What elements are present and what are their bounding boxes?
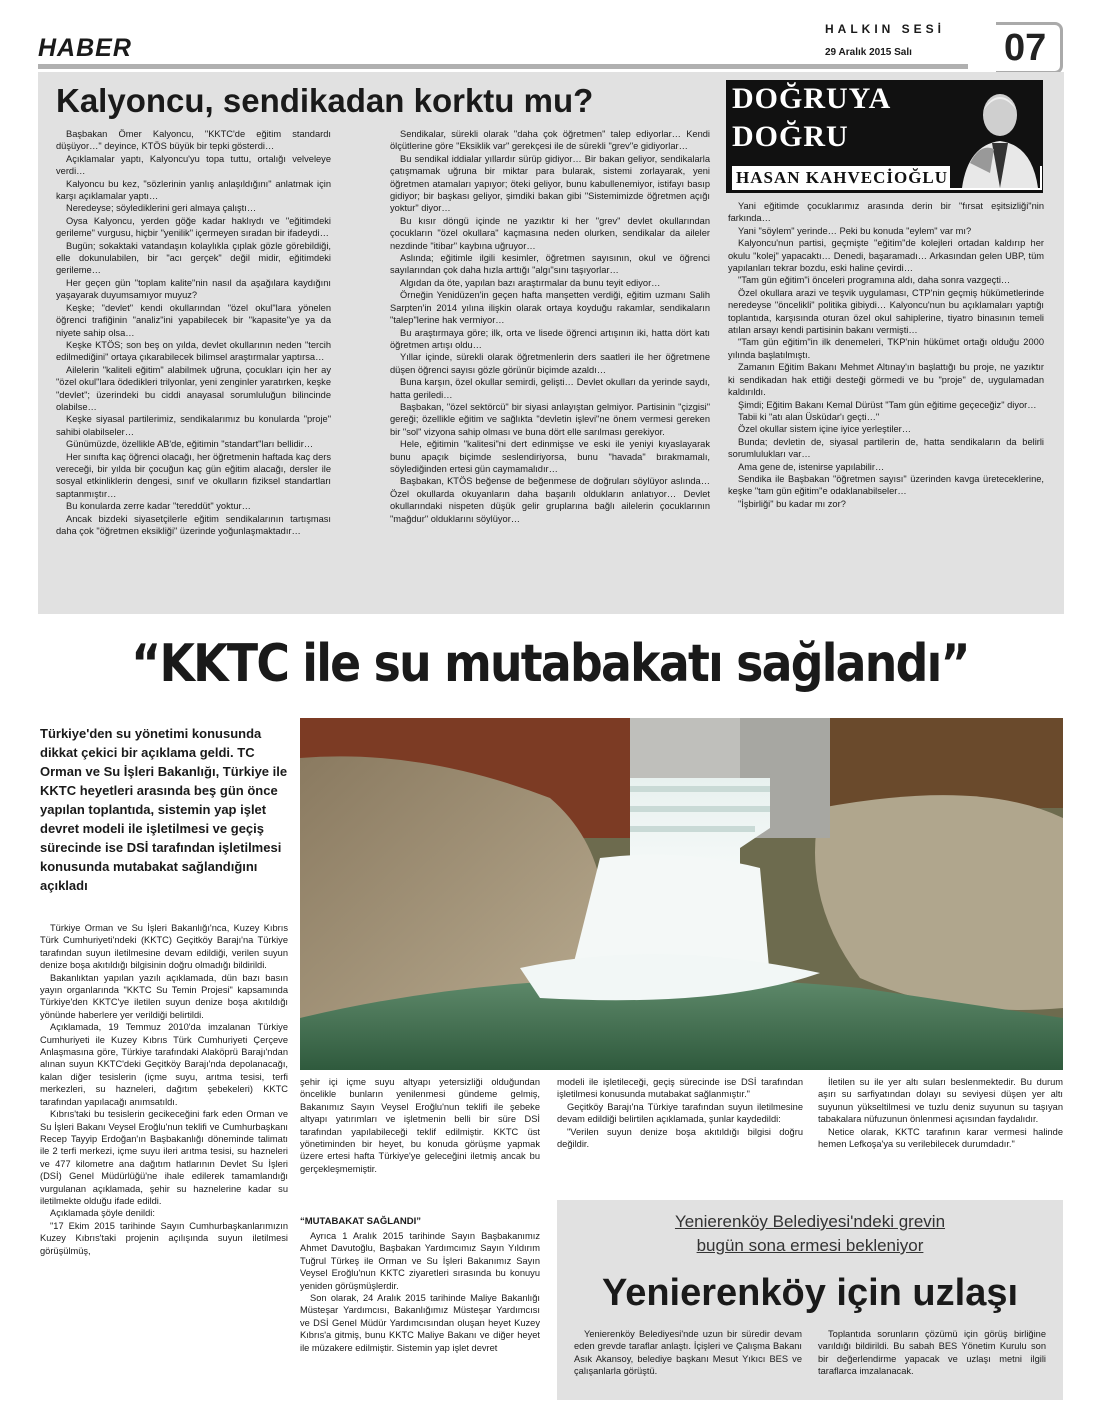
paragraph: Bunda; devletin de, siyasal partilerin de, hatta sendikaların da belirli sorumlulukları var… — [728, 436, 1044, 460]
paragraph: Bu konularda zerre kadar "tereddüt" yoktur… — [66, 501, 251, 512]
opinion-column-3 — [728, 200, 1044, 510]
header-rule — [38, 64, 968, 69]
paragraph: Sendika ile Başbakan "öğretmen sayısı" üzerinden kavga üreteceklerine, keşke "tam gün eğitim"e odaklanabilseler… — [728, 473, 1044, 497]
paragraph: Bu sendikal iddialar yıllardır sürüp gidiyor… Bir bakan geliyor, sendikalarla çatışmamak uğruna bir miktar para bularak, sistemi zorlayarak, yeni öğretmen atamaları yapıyor; öteki geliyor, bunu kabullenemiyor, istifayı basıp gidiyor; bir başkası geliyor, şimdiki bakan gibi "Sistemimizde öğretmen açığı yoktur" diyor… — [390, 153, 710, 214]
paragraph: Keşke siyasal partilerimiz, sendikalarımız bu konularda "proje" sahibi olabilseler… — [56, 414, 331, 437]
paragraph: "Verilen suyun denize boşa akıtıldığı bilgisi doğru değildir. — [557, 1126, 803, 1150]
article-headline: “KKTC ile su mutabakatı sağlandı” — [131, 634, 969, 694]
paragraph: Özel okullara arazi ve teşvik uygulaması, CTP'nin geçmiş hükümetlerinde neredeyse "öncelikli" politika gibiydi… Kalyoncu'nun bu açıklamaları yaptığı toplantıda, karşısında oturan özel okul sahiplerine, tiyatro binasının temeli atılan arsayı kendi partisinin bakanı vermişti… — [728, 287, 1044, 336]
opinion-column-1 — [56, 128, 331, 537]
article-lead: Türkiye'den su yönetimi konusunda dikkat çekici bir açıklama geldi. TC Orman ve Su İşleri Bakanlığı, Türkiye ile KKTC heyetleri arasında beş gün önce yapılan toplantıda, sistemin yap işlet devret modeli ile işletilmesi ve geçiş sürecinde ise DSİ tarafından işletilmesi konusunda mutabakat sağlandığını açıkladı — [40, 726, 288, 893]
article-subhead: “MUTABAKAT SAĞLANDI” — [300, 1216, 422, 1227]
paragraph: Bugün; sokaktaki vatandaşın kolaylıkla çıplak gözle görebildiği, elle dokunulabilen, bir "acı gerçek" değil midir, eğitimdeki gerileme… — [56, 240, 331, 276]
paragraph: Kalyoncu'nun partisi, geçmişte "eğitim"de kolejleri ortadan kaldırıp her okulu "kolej" yapacaktı… Denedi, başaramadı… Arkasından gelen UBP, tüm yapılanları tekrar bozdu, eski haline çevirdi… — [728, 238, 1044, 274]
paragraph: Bu kısır döngü içinde ne yazıktır ki her "grev" devlet okullarından çocukların "özel okullara" kaçmasına neden olurken, sendikalar da aileler nezdinde "itibar" kaybına uğruyor… — [390, 215, 710, 251]
paragraph: Aslında; eğitimle ilgili kesimler, öğretmen sayısının, okul ve öğrenci sayılarından çok daha hızla arttığı "algı"sını taşıyorlar… — [390, 253, 710, 276]
issue-date: 29 Aralık 2015 Salı — [825, 47, 912, 58]
dam-waterfall-photo — [300, 718, 1063, 1070]
paragraph: Bu araştırmaya göre; ilk, orta ve lisede öğrenci artışının iki, hatta dört katı öğretmen artışı oldu… — [390, 327, 710, 350]
box-subtitle-line-2: bugün sona ermesi bekleniyor — [696, 1236, 924, 1255]
paragraph: Keşke; "devlet" kendi okullarından "özel okul"lara yönelen öğrenci trafiğinin "analiz"ini yapabilecek bir "kapasite"ye ya da niyete sahip olsa… — [56, 302, 331, 338]
paragraph: modeli ile işletileceği, geçiş sürecinde ise DSİ tarafından işletilmesi konusunda mutabakat sağlanmıştır." — [557, 1077, 803, 1100]
article-column-2b — [300, 1230, 540, 1354]
paragraph: Açıklamada, 19 Temmuz 2010'da imzalanan Türkiye Cumhuriyeti ile Kuzey Kıbrıs Türk Cumhuriyeti Çerçeve Anlaşmasına göre, Türkiye tarafındaki Alaköprü Barajı'ndan alınan suyun KKTC'deki Geçitköy Barajı'nda depolanacağı, kalan diğer tesislerin (içme suyu, arıtma tesisi, terfi merkezleri, su hazneleri, dağıtım şebekeleri) KKTC tarafından yapılacağı anımsatıldı. — [40, 1022, 288, 1107]
paragraph: Toplantıda sorunların çözümü için görüş birliğine varıldığı bildirildi. Bu sabah BES Yönetim Kurulu son bir değerlendirme yapacak ve uzlaşı metni ilgili taraflarca imzalanacak. — [818, 1329, 1046, 1377]
paragraph: Oysa Kalyoncu, yerden göğe kadar haklıydı ve "eğitimdeki gerileme" vurgusu, hiçbir "yenilik" içermeyen sıradan bir ifadeydi… — [56, 215, 331, 239]
box-column-1 — [574, 1328, 802, 1378]
paragraph: Yıllar içinde, sürekli olarak öğretmenlerin ders saatleri ile her öğretmene düşen öğrenci sayısı gözle görünür biçimde azaldı… — [390, 352, 710, 375]
paragraph: Geçitköy Barajı'na Türkiye tarafından suyun iletilmesine devam edildiği belirtilen açıklamada, şunlar kaydedildi: — [557, 1101, 803, 1125]
article-column-1 — [40, 922, 288, 1257]
box-title: Yenierenköy için uzlaşı — [601, 1272, 1019, 1314]
paragraph: "Tam gün eğitim"i önceleri programına aldı, daha sonra vazgeçti… — [738, 275, 1011, 286]
paragraph: Başbakan, KTÖS beğense de beğenmese de doğruları söylüyor aslında… Özel okullarda okuyanların daha başarılı oldukların anlatıyor… Devlet okullarındaki nispeten düşük gelir gruplarına bağlı ailelerin çocuklarının "mağdur" olduklarını söylüyor… — [390, 476, 710, 524]
paragraph: Yani eğitimde çocuklarımız arasında derin bir "fırsat eşitsizliği"nin farkında… — [728, 201, 1044, 224]
page-number-box — [996, 22, 1063, 74]
paragraph: Son olarak, 24 Aralık 2015 tarihinde Maliye Bakanlığı Müsteşar Yardımcısı, Bakanlığımız Müsteşar Yardımcısı ve DSİ Genel Müdür Yardımcısından oluşan heyet Kuzey Kıbrıs'a gitmiş, bunu KKTC Maliye Bakanı ve diğer heyet ile müzakere edilmiştir. Sistemin yap işlet devret — [300, 1293, 540, 1353]
paragraph: Netice olarak, KKTC tarafının karar vermesi halinde hemen Lefkoşa'ya su verilebilecek durumdadır." — [818, 1126, 1063, 1150]
paragraph: Bakanlıktan yapılan yazılı açıklamada, dün bazı basın yayın organlarında "KKTC Su Temin Projesi" kapsamında Türkiye'den KKTC'ye iletilen suyun denize boşa akıtıldığı yönünde haberlere yer verildiği belirtildi. — [40, 972, 288, 1020]
paragraph: Kıbrıs'taki bu tesislerin gecikeceğini fark eden Orman ve Su İşleri Bakanı Veysel Eroğlu'nun teklifi ve Cumhurbaşkanı Recep Tayyip Erdoğan'ın Başbakanlığı döneminde talimatı ile 2 terfi merkezi, içme suyu ileri arıtma tesisi, su hazneleri ve 477 kilometre ana dağıtım hatlarının Devlet Su İşleri (DSİ) Genel Müdürlüğü'ne ihale edilerek tamamlandığı vurgulanan açıklamada, şehir su haznelerine kadar su iletilmekte olduğu ifade edildi. — [40, 1109, 288, 1206]
masthead: HALKIN SESİ — [825, 22, 946, 36]
author-name: HASAN KAHVECİOĞLU — [736, 168, 949, 187]
paragraph: Neredeyse; söylediklerini geri almaya çalıştı… — [66, 203, 257, 214]
box-subtitle — [557, 1210, 1063, 1258]
paragraph: "17 Ekim 2015 tarihinde Sayın Cumhurbaşkanlarımızın Kuzey Kıbrıs'taki projenin açılışında suyun iletilmesi görüşülmüş, — [40, 1220, 288, 1256]
paragraph: Keşke KTÖS; son beş on yılda, devlet okullarının neden "tercih edilmediğini" ortaya çıkarabilecek bilimsel araştırmalar yaptırsa… — [56, 339, 331, 363]
paragraph: Tabii ki "atı alan Üsküdar'ı geçti…" — [738, 411, 880, 422]
paragraph: Günümüzde, özellikle AB'de, eğitimin "standart"ları bellidir… — [66, 439, 314, 450]
box-column-2 — [818, 1328, 1046, 1378]
paragraph: Yenierenköy Belediyesi'nde uzun bir süredir devam eden grevde taraflar anlaştı. İçişleri ve Çalışma Bakanı Asık Akansoy, belediye başkanı Mesut Yıkıcı BES ve çalışanlarla görüştü. — [574, 1329, 802, 1377]
opinion-title: Kalyoncu, sendikadan korktu mu? — [56, 82, 594, 119]
page-number: 07 — [1004, 27, 1047, 69]
paragraph: Her sınıfta kaç öğrenci olacağı, her öğretmenin haftada kaç ders vereceği, bir yılda bir çocuğun kaç gün eğitim alacağı, dersler ile sosyal etkinliklerin dengesi, sınıf ve okulların fiziksel standartları saptanmıştır… — [56, 451, 331, 499]
article-column-3 — [557, 1076, 803, 1150]
paragraph: Sendikalar, sürekli olarak "daha çok öğretmen" talep ediyorlar… Kendi ölçütlerine göre "Eksiklik var" gerekçesi ile de sürekli "grev"e gidiyorlar… — [390, 129, 710, 152]
paragraph: Kalyoncu bu kez, "sözlerinin yanlış anlaşıldığını" anlatmak için karşı açıklamalar yaptı… — [56, 178, 331, 202]
badge-line-1: DOĞRUYA — [732, 82, 892, 115]
paragraph: Buna karşın, özel okullar semirdi, gelişti… Devlet okulları da yerinde saydı, hatta geriledi… — [390, 377, 710, 400]
paragraph: Türkiye Orman ve Su İşleri Bakanlığı'nca, Kuzey Kıbrıs Türk Cumhuriyeti'ndeki (KKTC) Geçitköy Barajı'na Türkiye tarafından suyun iletilmesine devam edildiği, verilen suyun denize boşa akıtıldığı bilgisinin doğru olmadığı bildirildi. — [40, 923, 288, 971]
paragraph: Her geçen gün "toplam kalite"nin nasıl da aşağılara kaydığını yaşayarak duyumsamıyor muyuz? — [56, 277, 331, 301]
paragraph: Ancak bizdeki siyasetçilerle eğitim sendikalarının tartışması daha çok "öğretmen eksikliği" üzerinde yoğunlaşmaktadır… — [56, 513, 331, 536]
paragraph: Açıklamada şöyle denildi: — [50, 1208, 155, 1219]
paragraph: Başbakan, "özel sektörcü" bir siyasi anlayıştan gelmiyor. Partisinin "çizgisi" gereği; özellikle eğitim ve sağlıkta "devletin işlevi"ne önem vermesi gereken bir "sol" vizyona sahip olması ve buna dört elle sarılması gerekiyor. — [390, 401, 710, 437]
paragraph: Zamanın Eğitim Bakanı Mehmet Altınay'ın başlattığı bu proje, ne yazıktır ki sendikadan hak ettiği desteği görmedi ve bu "proje" de, uygulamadan kaldırıldı. — [728, 362, 1044, 398]
paragraph: Ailelerin "kaliteli eğitim" alabilmek uğruna, çocukları için her ay "özel okul"lara ödedikleri trilyonlar, yeni zenginler yaratırken, keşke "devlet"; üzerindeki bu ciddi anayasal sorumluluğun bilincinde olabilse… — [56, 364, 331, 412]
paragraph: Algıdan da öte, yapılan bazı araştırmalar da bunu teyit ediyor… — [400, 277, 661, 288]
paragraph: Ayrıca 1 Aralık 2015 tarihinde Sayın Başbakanımız Ahmet Davutoğlu, Başbakan Yardımcımız Sayın Yıldırım Tuğrul Türkeş ile Orman ve Su İşleri Bakanımız Sayın Veysel Eroğlu'nun KKTC ziyaretleri sırasında bu konuyu yeniden görüşmüşlerdir. — [300, 1231, 540, 1291]
paragraph: Açıklamalar yaptı, Kalyoncu'yu topa tuttu, ortalığı velveleye verdi… — [56, 153, 331, 177]
paragraph: İletilen su ile yer altı suları beslenmektedir. Bu durum aşırı su sarfiyatından dolayı su seviyesi düşen yer altı suyunun yükseltilmesi ve tuzlu deniz suyunun su taşıyan tabakalara nüfuzunun önlenmesi açısından faydalıdır. — [818, 1077, 1063, 1125]
badge-line-2: DOĞRU — [732, 120, 849, 153]
section-label: HABER — [38, 34, 132, 62]
paragraph: Yani "söylem" yerinde… Peki bu konuda "eylem" var mı? — [738, 225, 972, 236]
article-column-4 — [818, 1076, 1063, 1150]
paragraph: Özel okullar sistem içine iyice yerleştiler… — [738, 424, 912, 435]
paragraph: Başbakan Ömer Kalyoncu, "KKTC'de eğitim standardı düşüyor…" deyince, KTÖS büyük bir tepki gösterdi… — [56, 129, 331, 152]
paragraph: Örneğin Yenidüzen'in geçen hafta manşetten verdiği, eğitim uzmanı Salih Sarpten'in 2014 yılına ilişkin olarak ortaya koyduğu rakamlar, sendikaların "talep"lerine hak vermiyor… — [390, 290, 710, 326]
paragraph: "İşbirliği" bu kadar mı zor? — [738, 498, 846, 509]
paragraph: "Tam gün eğitim"in ilk denemeleri, TKP'nin hükümet ortağı olduğu 2000 yılında başlatılmıştı. — [728, 337, 1044, 360]
opinion-column-2 — [390, 128, 710, 525]
paragraph: şehir içi içme suyu altyapı yetersizliği olduğundan öncelikle bunların yenilenmesi gündeme gelmiş, Bakanımız Sayın Veysel Eroğlu'nun teklifi ile şebeke altyapı yatırımları ve işletmenin belli bir süre DSİ tarafından yapılabileceği teklif edilmiştir. KKTC üst yönetiminden bir heyet, bu konuda görüşme yapmak üzere ertesi hafta Türkiye'ye geleceğini iletmiş ancak bu gerçekleşmemiştir. — [300, 1077, 540, 1174]
paragraph: Ama gene de, istenirse yapılabilir… — [738, 461, 885, 472]
paragraph: Şimdi; Eğitim Bakanı Kemal Dürüst "Tam gün eğitime geçeceğiz" diyor… — [738, 399, 1037, 410]
author-portrait — [950, 83, 1040, 188]
box-subtitle-line-1: Yenierenköy Belediyesi'ndeki grevin — [674, 1212, 946, 1231]
paragraph: Hele, eğitimin "kalitesi"ni dert edinmişse ve eski ile yeniyi kıyaslayarak bunu apaçık biçimde seslendiriyorsa, bunu "havada" bırakmamalı, söylediğinden ertesi gün caymamalıdır… — [390, 439, 710, 474]
article-column-2 — [300, 1076, 540, 1175]
